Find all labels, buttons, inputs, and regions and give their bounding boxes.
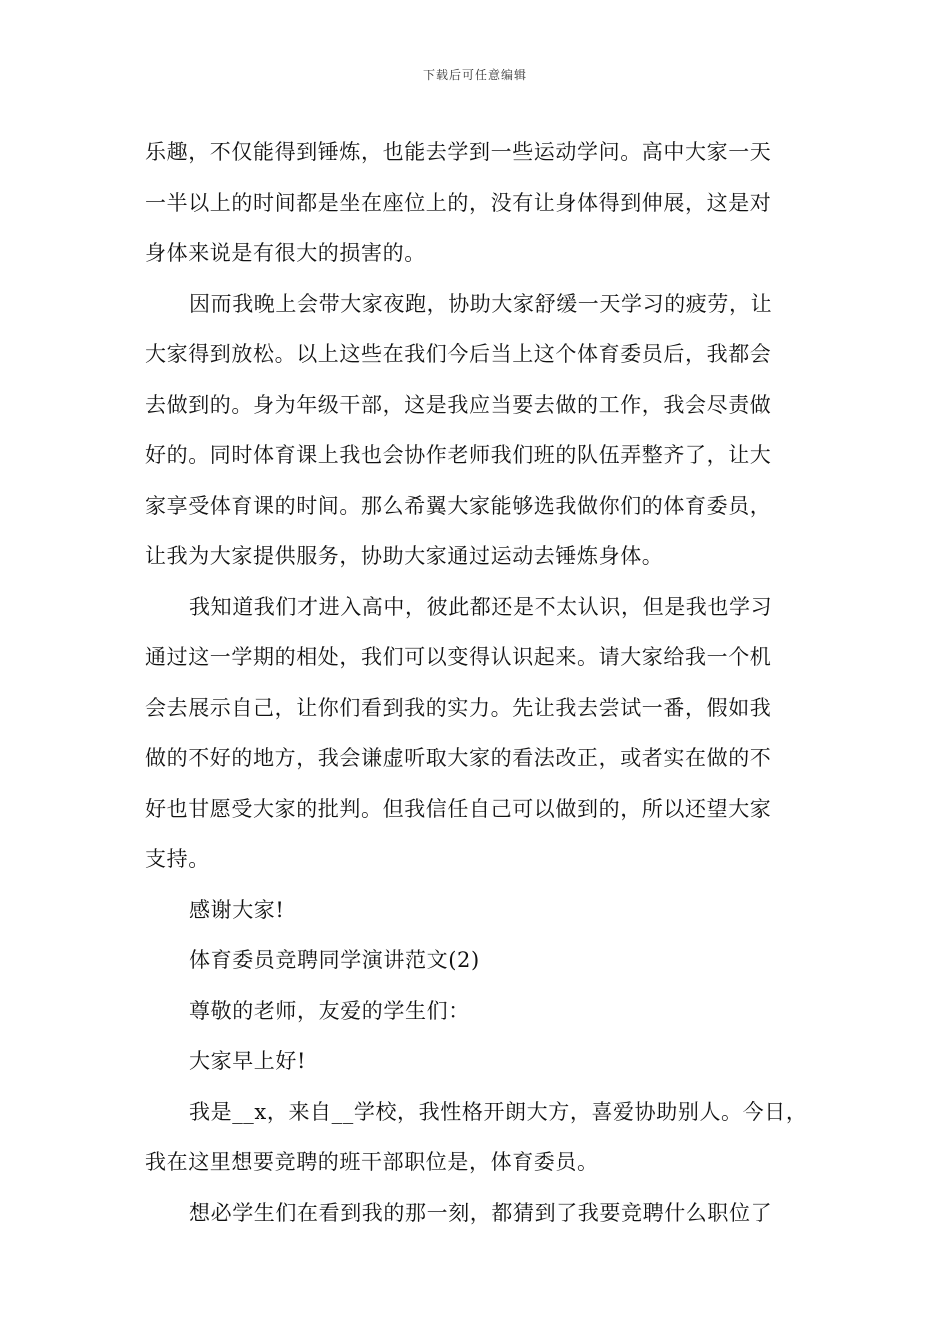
text-line: 家享受体育课的时间。那么希翼大家能够选我做你们的体育委员， [145,493,772,518]
text-line: 通过这一学期的相处，我们可以变得认识起来。请大家给我一个机 [145,645,772,669]
text-line: 好也甘愿受大家的批判。但我信任自己可以做到的，所以还望大家 [145,796,772,821]
text-line: 我在这里想要竞聘的班干部职位是，体育委员。 [145,1150,599,1174]
text-line: 做的不好的地方，我会谦虚听取大家的看法改正，或者实在做的不 [145,746,772,770]
text-line: 会去展示自己，让你们看到我的实力。先让我去尝试一番，假如我 [145,695,772,720]
text-line: 感谢大家! [189,897,285,922]
document-body [145,127,810,1238]
text-line: 大家早上好! [189,1049,307,1073]
text-line: 我知道我们才进入高中，彼此都还是不太认识，但是我也学习 [189,594,773,619]
text-line: 想必学生们在看到我的那一刻，都猜到了我要竞聘什么职位了 [189,1200,773,1225]
text-line: 一半以上的时间都是坐在座位上的，没有让身体得到伸展，这是对 [145,190,772,215]
text-line: 去做到的。身为年级干部，这是我应当要去做的工作，我会尽责做 [145,392,772,417]
text-line: 让我为大家提供服务，协助大家通过运动去锤炼身体。 [145,544,664,568]
text-line: 因而我晚上会带大家夜跑，协助大家舒缓一天学习的疲劳，让 [189,291,773,316]
page-header: 下载后可任意编辑 [422,68,527,82]
text-line: 尊敬的老师，友爱的学生们： [189,998,470,1023]
text-line: 乐趣，不仅能得到锤炼，也能去学到一些运动学问。高中大家一天 [145,140,772,164]
text-line: 我是__x，来自__学校，我性格开朗大方，喜爱协助别人。今日， [189,1099,808,1124]
text-line: 支持。 [145,847,210,871]
text-line: 大家得到放松。以上这些在我们今后当上这个体育委员后，我都会 [145,342,772,366]
text-line: 身体来说是有很大的损害的。 [145,241,426,265]
text-line: 好的。同时体育课上我也会协作老师我们班的队伍弄整齐了，让大 [145,443,772,467]
section-title: 体育委员竞聘同学演讲范文(2) [189,948,480,972]
